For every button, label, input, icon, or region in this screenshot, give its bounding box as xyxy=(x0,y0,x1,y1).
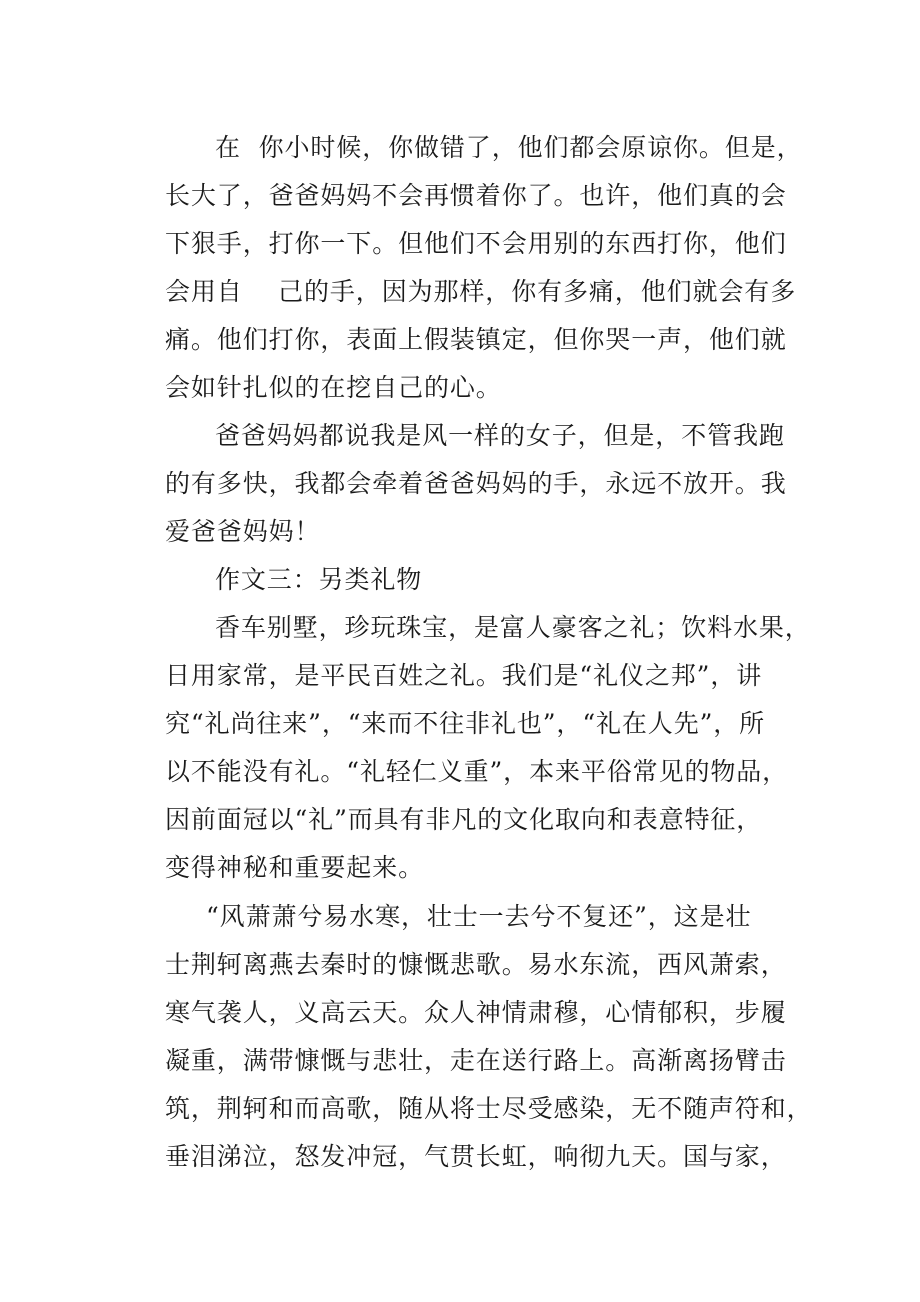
text-line: 在 你小时候，你做错了，他们都会原谅你。但是， xyxy=(215,133,803,162)
text-line: 长大了，爸爸妈妈不会再惯着你了。也许，他们真的会 xyxy=(165,181,787,210)
text-line: 的有多快，我都会牵着爸爸妈妈的手，永远不放开。我 xyxy=(165,469,787,498)
text-line: 爱爸爸妈妈！ xyxy=(165,517,321,546)
text-line: 以不能没有礼。“礼轻仁义重”，本来平俗常见的物品， xyxy=(165,757,789,786)
text-line: 爸爸妈妈都说我是风一样的女子，但是，不管我跑 xyxy=(215,421,785,450)
text-line: 变得神秘和重要起来。 xyxy=(165,853,425,882)
text-line: 筑，荆轲和而高歌，随从将士尽受感染，无不随声符和， xyxy=(165,1094,813,1123)
text-line: 会用自 己的手，因为那样，你有多痛，他们就会有多 xyxy=(165,277,797,306)
text-line: 究“礼尚往来”，“来而不往非礼也”，“礼在人先”，所 xyxy=(165,709,766,738)
text-line: 因前面冠以“礼”而具有非凡的文化取向和表意特征， xyxy=(165,805,763,834)
text-line: 香车别墅，珍玩珠宝，是富人豪客之礼；饮料水果， xyxy=(215,613,811,642)
text-line: 日用家常，是平民百姓之礼。我们是“礼仪之邦”，讲 xyxy=(165,661,763,690)
text-line: 痛。他们打你，表面上假装镇定，但你哭一声，他们就 xyxy=(165,325,787,354)
text-line: 垂泪涕泣，怒发冲冠，气贯长虹，响彻九天。国与家， xyxy=(165,1142,787,1171)
section-heading: 作文三：另类礼物 xyxy=(215,565,423,594)
text-line: 寒气袭人，义高云天。众人神情肃穆，心情郁积，步履 xyxy=(165,998,787,1027)
text-line: 凝重，满带慷慨与悲壮，走在送行路上。高渐离扬臂击 xyxy=(165,1046,787,1075)
text-line: 下狠手，打你一下。但他们不会用别的东西打你，他们 xyxy=(165,229,787,258)
text-line: 士荆轲离燕去秦时的慷慨悲歌。易水东流，西风萧索， xyxy=(165,950,787,979)
text-line: “风萧萧兮易水寒，壮士一去兮不复还”，这是壮 xyxy=(206,902,752,931)
text-line: 会如针扎似的在挖自己的心。 xyxy=(165,373,502,402)
